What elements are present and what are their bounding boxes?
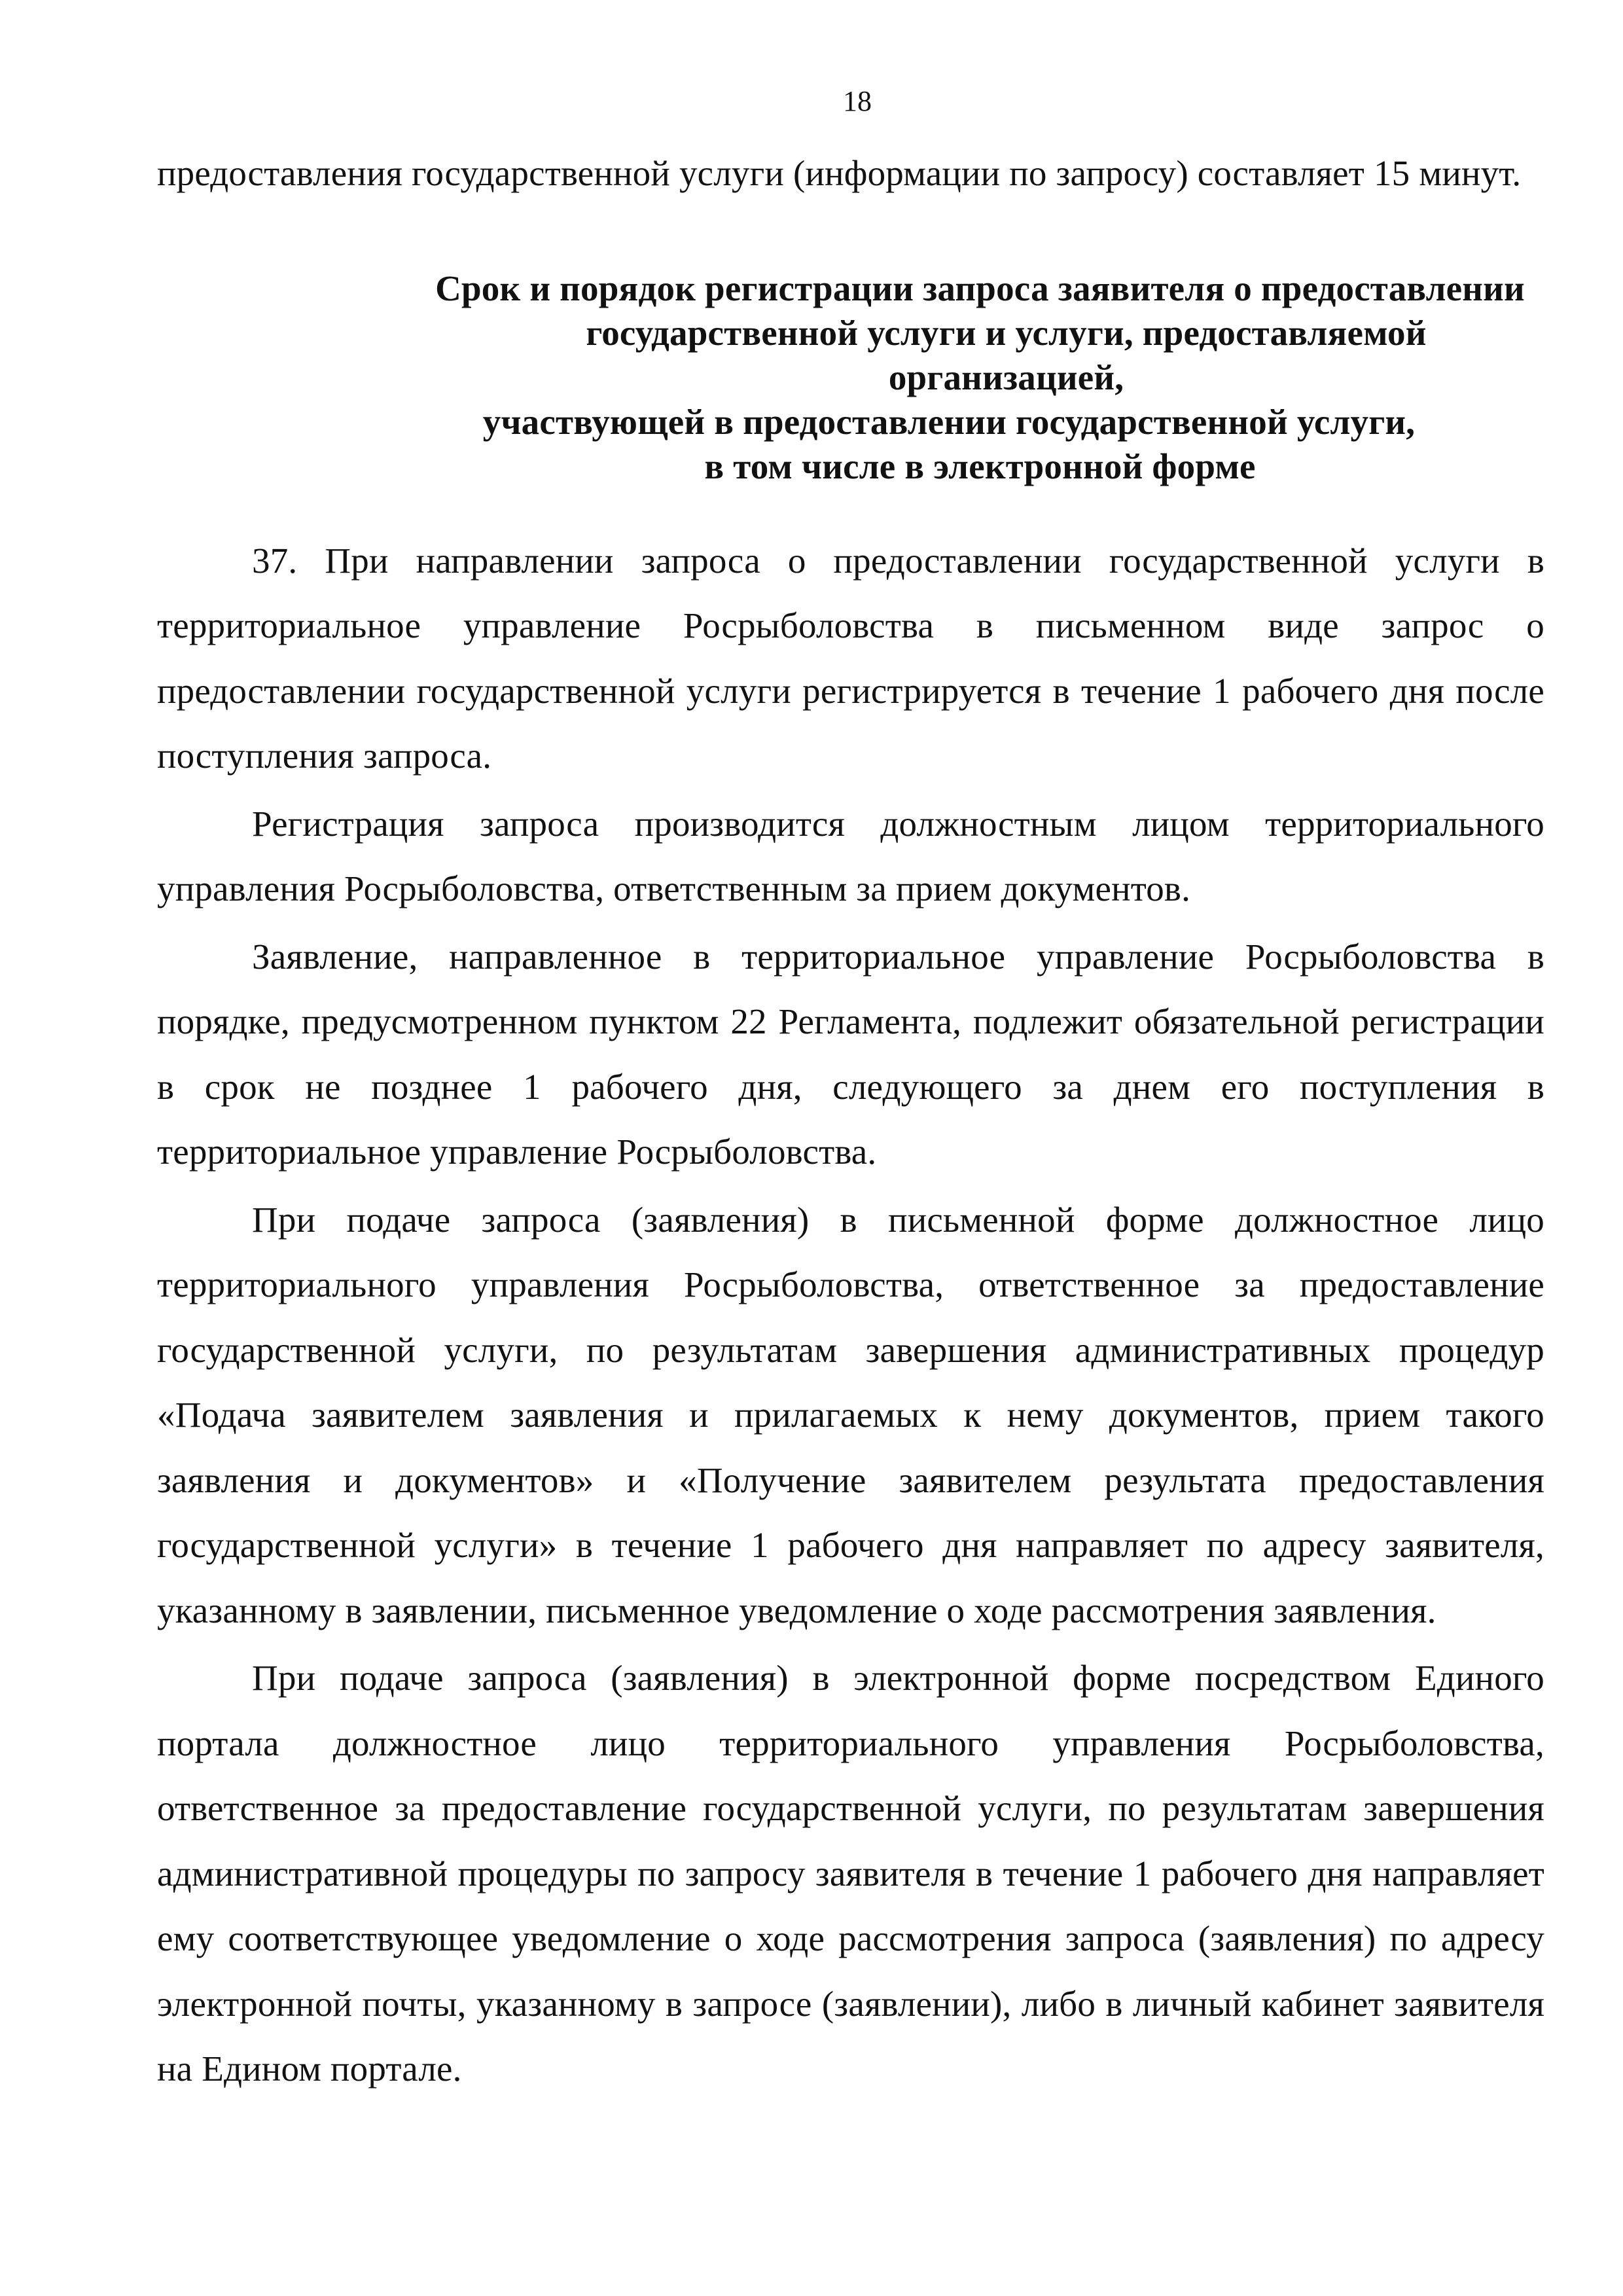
electronic-form-paragraph: При подаче запроса (заявления) в электронной форме посредством Единого портала должностное лицо территориального управления Росрыболовства, ответственное за предоставление государственной услуги, по результатам завершения административной процедуры по запросу заявителя в течение 1 рабочего дня направляет ему соответствующее уведомление о ходе рассмотрения запроса (заявления) по адресу электронной почты, указанному в запросе (заявлении), либо в личный кабинет заявителя на Едином портале.	[157, 1658, 1544, 2089]
registration-paragraph: Регистрация запроса производится должностным лицом территориального управления Росрыболовства, ответственным за прием документов.	[157, 803, 1544, 908]
heading-line: в том числе в электронной форме	[704, 446, 1256, 486]
page-number: 18	[843, 85, 872, 117]
section-heading	[157, 266, 1544, 489]
written-form-paragraph: При подаче запроса (заявления) в письменной форме должностное лицо территориального управления Росрыболовства, ответственное за предоставление государственной услуги, по результатам завершения административных процедур «Подача заявителем заявления и прилагаемых к нему документов, прием такого заявления и документов» и «Получение заявителем результата предоставления государственной услуги» в течение 1 рабочего дня направляет по адресу заявителя, указанному в заявлении, письменное уведомление о ходе рассмотрения заявления.	[157, 1199, 1544, 1630]
heading-line: государственной услуги и услуги, предоставляемой организацией,	[586, 312, 1427, 397]
paragraph-37: 37. При направлении запроса о предоставлении государственной услуги в территориальное управление Росрыболовства в письменном виде запрос о предоставлении государственной услуги регистрируется в течение 1 рабочего дня после поступления запроса.	[157, 540, 1544, 776]
heading-line: участвующей в предоставлении государственной услуги,	[482, 401, 1416, 442]
heading-line: Срок и порядок регистрации запроса заявителя о предоставлении	[435, 268, 1525, 308]
document-body	[157, 141, 1544, 2102]
application-paragraph: Заявление, направленное в территориальное управление Росрыболовства в порядке, предусмотренном пунктом 22 Регламента, подлежит обязательной регистрации в срок не позднее 1 рабочего дня, следующего за днем его поступления в территориальное управление Росрыболовства.	[157, 936, 1544, 1172]
intro-paragraph: предоставления государственной услуги (информации по запросу) составляет 15 минут.	[157, 153, 1522, 193]
